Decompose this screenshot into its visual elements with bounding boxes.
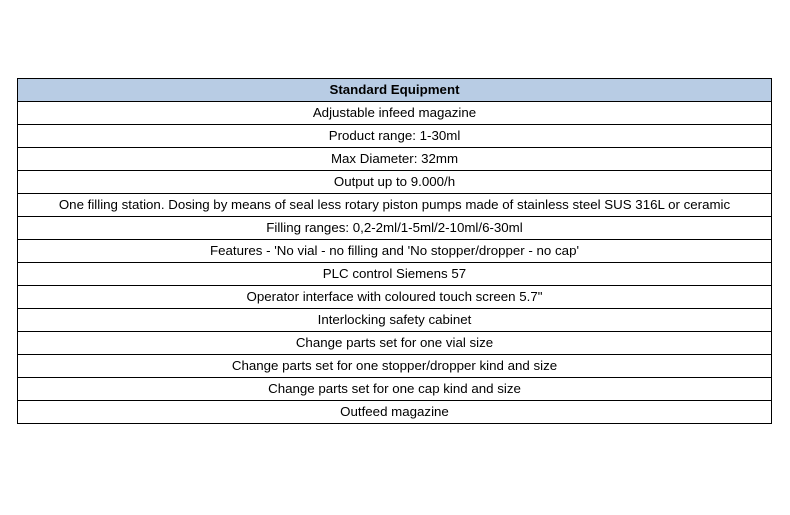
table-row <box>18 102 772 125</box>
table-row <box>18 309 772 332</box>
table-row <box>18 286 772 309</box>
table-row <box>18 401 772 424</box>
table-header: Standard Equipment <box>18 79 772 102</box>
table-cell: Change parts set for one cap kind and size <box>18 378 772 401</box>
table-row <box>18 332 772 355</box>
table-cell: PLC control Siemens 57 <box>18 263 772 286</box>
standard-equipment-table <box>17 78 772 424</box>
table-cell: Features - 'No vial - no filling and 'No stopper/dropper - no cap' <box>18 240 772 263</box>
table-cell: One filling station. Dosing by means of seal less rotary piston pumps made of stainless steel SUS 316L or ceramic <box>18 194 772 217</box>
table-cell: Output up to 9.000/h <box>18 171 772 194</box>
table-cell: Product range: 1-30ml <box>18 125 772 148</box>
table-row <box>18 217 772 240</box>
table-cell: Change parts set for one stopper/dropper kind and size <box>18 355 772 378</box>
table-row <box>18 240 772 263</box>
table-cell: Change parts set for one vial size <box>18 332 772 355</box>
table-header-row <box>18 79 772 102</box>
table-row <box>18 378 772 401</box>
table-row <box>18 125 772 148</box>
table-cell: Outfeed magazine <box>18 401 772 424</box>
table-cell: Max Diameter: 32mm <box>18 148 772 171</box>
table-cell: Filling ranges: 0,2-2ml/1-5ml/2-10ml/6-30ml <box>18 217 772 240</box>
table-row <box>18 355 772 378</box>
table-row <box>18 263 772 286</box>
table-cell: Adjustable infeed magazine <box>18 102 772 125</box>
table-row <box>18 148 772 171</box>
table-cell: Operator interface with coloured touch screen 5.7" <box>18 286 772 309</box>
table-cell: Interlocking safety cabinet <box>18 309 772 332</box>
table-row <box>18 171 772 194</box>
table-row <box>18 194 772 217</box>
